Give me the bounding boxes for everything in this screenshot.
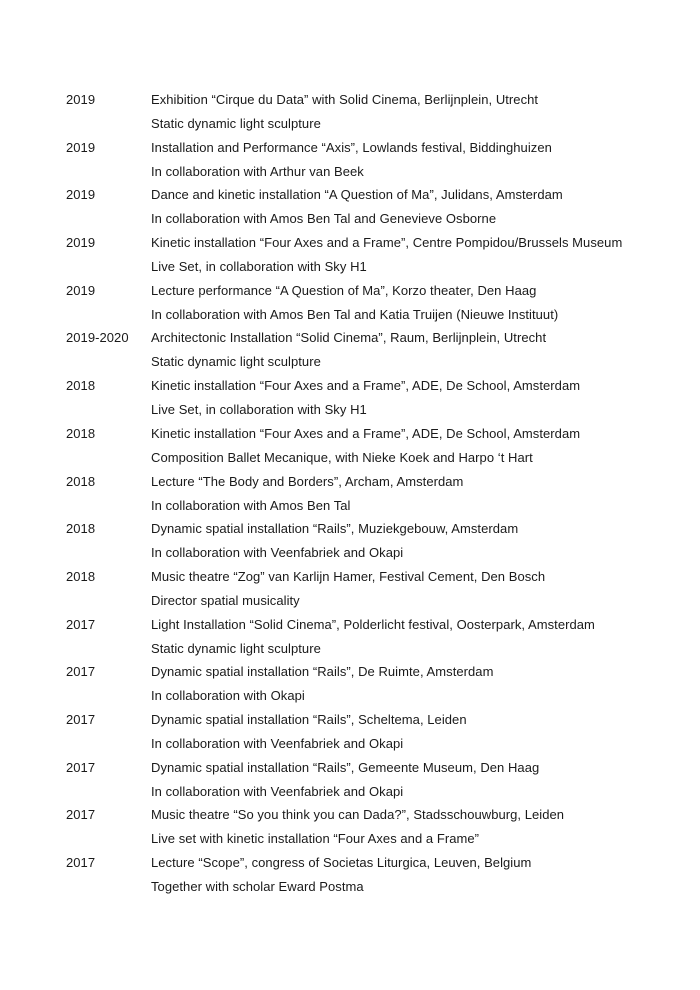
entry-detail: In collaboration with Veenfabriek and Okapi xyxy=(151,783,404,799)
entry-title: Dance and kinetic installation “A Question of Ma”, Julidans, Amsterdam xyxy=(151,187,563,203)
project-entry xyxy=(0,374,700,422)
entry-year: 2017 xyxy=(66,807,96,823)
entry-year: 2018 xyxy=(66,568,96,584)
entry-detail: In collaboration with Amos Ben Tal and Katia Truijen (Nieuwe Instituut) xyxy=(151,306,559,322)
entry-detail: In collaboration with Veenfabriek and Okapi xyxy=(151,545,404,561)
entry-year: 2017 xyxy=(66,759,96,775)
entry-detail: In collaboration with Amos Ben Tal xyxy=(151,497,351,513)
entry-detail: Static dynamic light sculpture xyxy=(151,116,321,131)
entry-title: Dynamic spatial installation “Rails”, De Ruimte, Amsterdam xyxy=(151,664,494,680)
entry-title: Lecture “The Body and Borders”, Archam, Amsterdam xyxy=(151,473,464,489)
entry-detail: Static dynamic light sculpture xyxy=(151,640,321,656)
entry-detail: Live set with kinetic installation “Four Axes and a Frame” xyxy=(151,831,480,847)
entry-title: Kinetic installation “Four Axes and a Frame”, ADE, De School, Amsterdam xyxy=(151,378,581,394)
project-entry xyxy=(0,851,700,899)
project-entry xyxy=(0,803,700,851)
project-list xyxy=(0,88,700,899)
project-entry xyxy=(0,565,700,613)
entry-detail: In collaboration with Amos Ben Tal and Genevieve Osborne xyxy=(151,211,497,227)
entry-detail: Composition Ballet Mecanique, with Nieke Koek and Harpo ‘t Hart xyxy=(151,449,533,465)
entry-year: 2019 xyxy=(66,282,96,298)
entry-title: Music theatre “So you think you can Dada?”, Stadsschouwburg, Leiden xyxy=(151,807,565,823)
entry-detail: Director spatial musicality xyxy=(151,592,300,608)
project-entry xyxy=(0,183,700,231)
entry-title: Light Installation “Solid Cinema”, Polderlicht festival, Oosterpark, Amsterdam xyxy=(151,616,595,632)
entry-title: Exhibition “Cirque du Data” with Solid Cinema, Berlijnplein, Utrecht xyxy=(151,92,539,107)
entry-title: Kinetic installation “Four Axes and a Frame”, Centre Pompidou/Brussels Museum xyxy=(151,235,623,251)
entry-year: 2017 xyxy=(66,711,96,727)
entry-year: 2018 xyxy=(66,521,96,537)
entry-year: 2017 xyxy=(66,616,96,632)
project-entry xyxy=(0,231,700,279)
entry-year: 2019-2020 xyxy=(66,330,129,346)
entry-year: 2019 xyxy=(66,235,96,251)
entry-title: Dynamic spatial installation “Rails”, Muziekgebouw, Amsterdam xyxy=(151,521,519,537)
entry-title: Dynamic spatial installation “Rails”, Scheltema, Leiden xyxy=(151,711,467,727)
entry-title: Architectonic Installation “Solid Cinema”, Raum, Berlijnplein, Utrecht xyxy=(151,330,547,346)
project-entry xyxy=(0,756,700,804)
entry-detail: Static dynamic light sculpture xyxy=(151,354,321,370)
project-entry xyxy=(0,613,700,661)
entry-year: 2018 xyxy=(66,425,96,441)
entry-year: 2019 xyxy=(66,187,96,203)
entry-title: Music theatre “Zog” van Karlijn Hamer, Festival Cement, Den Bosch xyxy=(151,568,546,584)
project-entry xyxy=(0,279,700,327)
entry-detail: Together with scholar Eward Postma xyxy=(151,879,364,894)
entry-year: 2017 xyxy=(66,664,96,680)
entry-title: Lecture “Scope”, congress of Societas Liturgica, Leuven, Belgium xyxy=(151,855,532,870)
entry-title: Kinetic installation “Four Axes and a Frame”, ADE, De School, Amsterdam xyxy=(151,425,581,441)
entry-title: Installation and Performance “Axis”, Lowlands festival, Biddinghuizen xyxy=(151,139,552,155)
entry-title: Lecture performance “A Question of Ma”, Korzo theater, Den Haag xyxy=(151,282,537,298)
entry-detail: In collaboration with Okapi xyxy=(151,688,305,704)
entry-year: 2019 xyxy=(66,92,96,107)
project-entry xyxy=(0,708,700,756)
entry-detail: Live Set, in collaboration with Sky H1 xyxy=(151,259,367,275)
project-entry xyxy=(0,422,700,470)
project-entry xyxy=(0,88,700,136)
entry-year: 2018 xyxy=(66,473,96,489)
project-entry xyxy=(0,136,700,184)
project-entry xyxy=(0,517,700,565)
entry-year: 2017 xyxy=(66,855,96,870)
entry-detail: In collaboration with Arthur van Beek xyxy=(151,163,364,179)
project-entry xyxy=(0,326,700,374)
project-entry xyxy=(0,660,700,708)
project-entry xyxy=(0,470,700,518)
entry-year: 2019 xyxy=(66,139,96,155)
entry-detail: Live Set, in collaboration with Sky H1 xyxy=(151,402,367,418)
entry-detail: In collaboration with Veenfabriek and Okapi xyxy=(151,735,404,751)
entry-year: 2018 xyxy=(66,378,96,394)
entry-title: Dynamic spatial installation “Rails”, Gemeente Museum, Den Haag xyxy=(151,759,540,775)
